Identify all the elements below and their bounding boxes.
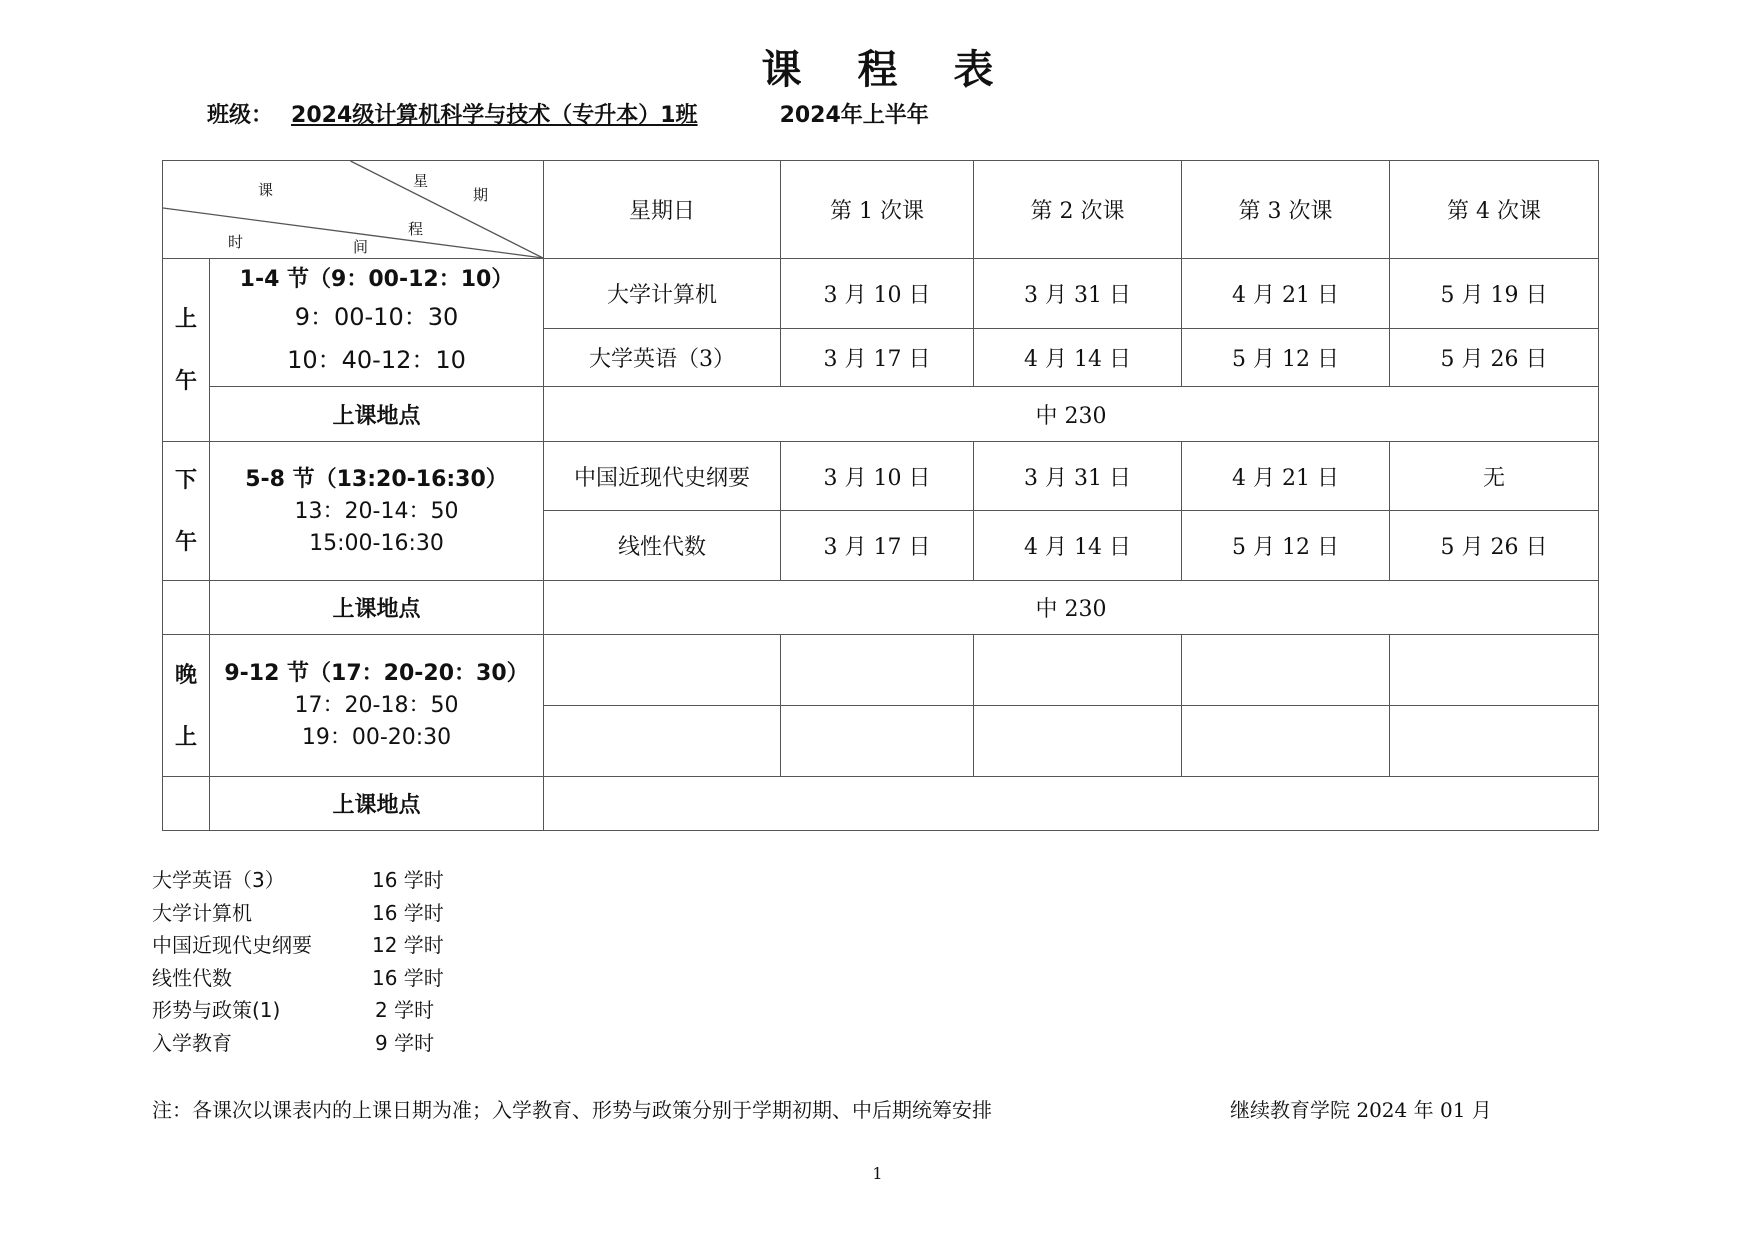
list-item: 线性代数 16 学时: [152, 965, 444, 990]
class-name: 2024级计算机科学与技术（专升本）1班: [291, 103, 698, 128]
corner-word: 程: [408, 220, 424, 238]
time-slot-evening: [210, 635, 544, 777]
list-item: 大学英语（3） 16 学时: [152, 868, 444, 892]
course-name: 线性代数: [544, 511, 781, 581]
location-row: [163, 387, 1599, 442]
empty-cell: [1390, 706, 1599, 777]
corner-word: 课: [258, 181, 274, 199]
corner-word: 间: [353, 238, 369, 256]
empty-cell: [781, 706, 974, 777]
slot-line: 19：00-20:30: [301, 725, 452, 750]
course-date: 5 月 26 日: [1390, 329, 1599, 387]
course-date: 4 月 14 日: [974, 329, 1182, 387]
class-info: [207, 98, 929, 129]
corner-word: 时: [228, 233, 244, 251]
location-label: 上课地点: [210, 387, 544, 442]
document-title: 课 程 表: [761, 47, 994, 93]
schedule-table: [162, 160, 1599, 831]
column-header: 第 4 次课: [1390, 161, 1599, 259]
course-date: 3 月 10 日: [781, 442, 974, 511]
slot-line: 13：20-14：50: [294, 498, 459, 524]
course-date: 3 月 17 日: [781, 511, 974, 581]
table-row: [163, 259, 1599, 329]
course-name: 大学英语（3）: [544, 329, 781, 387]
course-date: 5 月 19 日: [1390, 259, 1599, 329]
time-slot-morning: [210, 259, 544, 387]
period-morning: 上 午: [163, 259, 210, 442]
list-item: 中国近现代史纲要 12 学时: [152, 933, 444, 957]
empty-cell: [544, 706, 781, 777]
course-date: 4 月 21 日: [1182, 259, 1390, 329]
page-number: 1: [872, 1164, 883, 1183]
slot-main: 9-12 节（17：20-20：30）: [224, 661, 529, 686]
course-date: 5 月 12 日: [1182, 329, 1390, 387]
location-row: [163, 777, 1599, 831]
column-header: 第 1 次课: [781, 161, 974, 259]
slot-main: 1-4 节（9：00-12：10）: [239, 267, 514, 292]
course-date: 无: [1390, 442, 1599, 511]
location-value: 中 230: [544, 581, 1599, 635]
diagonal-corner-cell: [163, 161, 544, 259]
list-item: 入学教育 9 学时: [152, 1030, 435, 1055]
course-date: 3 月 17 日: [781, 329, 974, 387]
course-name: 大学计算机: [544, 259, 781, 329]
corner-word: 星: [413, 172, 429, 190]
empty-cell: [163, 777, 210, 831]
header-row: [163, 161, 1599, 259]
empty-cell: [781, 635, 974, 706]
location-value: [544, 777, 1599, 831]
slot-line: 10：40-12：10: [287, 346, 466, 374]
slot-main: 5-8 节（13:20-16:30）: [245, 466, 508, 492]
footnote: 注：各课次以课表内的上课日期为准；入学教育、形势与政策分别于学期初期、中后期统筹安排: [152, 1098, 992, 1122]
column-header: 第 3 次课: [1182, 161, 1390, 259]
list-item: 大学计算机 16 学时: [152, 900, 444, 925]
period-afternoon: 下 午: [163, 442, 210, 581]
course-date: 5 月 26 日: [1390, 511, 1599, 581]
slot-line: 9：00-10：30: [294, 303, 459, 331]
course-date: 4 月 21 日: [1182, 442, 1390, 511]
course-name: 中国近现代史纲要: [544, 442, 781, 511]
course-date: 3 月 31 日: [974, 259, 1182, 329]
period-evening: 晚 上: [163, 635, 210, 777]
location-label: 上课地点: [210, 581, 544, 635]
slot-line: 15:00-16:30: [309, 530, 444, 556]
empty-cell: [544, 635, 781, 706]
location-label: 上课地点: [210, 777, 544, 831]
table-row: [163, 635, 1599, 706]
location-value: 中 230: [544, 387, 1599, 442]
corner-word: 期: [473, 186, 489, 204]
course-date: 5 月 12 日: [1182, 511, 1390, 581]
column-header: 第 2 次课: [974, 161, 1182, 259]
course-date: 3 月 10 日: [781, 259, 974, 329]
empty-cell: [1182, 635, 1390, 706]
list-item: 形势与政策(1) 2 学时: [152, 998, 435, 1022]
class-label: 班级：: [207, 103, 274, 128]
empty-cell: [974, 706, 1182, 777]
term: 2024年上半年: [779, 103, 929, 128]
empty-cell: [1390, 635, 1599, 706]
course-date: 3 月 31 日: [974, 442, 1182, 511]
issuer-signature: 继续教育学院 2024 年 01 月: [1230, 1098, 1492, 1122]
slot-line: 17：20-18：50: [294, 693, 459, 718]
location-row: [163, 581, 1599, 635]
credit-hours-list: [152, 864, 495, 1059]
empty-cell: [163, 581, 210, 635]
course-date: 4 月 14 日: [974, 511, 1182, 581]
empty-cell: [1182, 706, 1390, 777]
column-header: 星期日: [544, 161, 781, 259]
empty-cell: [974, 635, 1182, 706]
time-slot-afternoon: [210, 442, 544, 581]
table-row: [163, 442, 1599, 511]
